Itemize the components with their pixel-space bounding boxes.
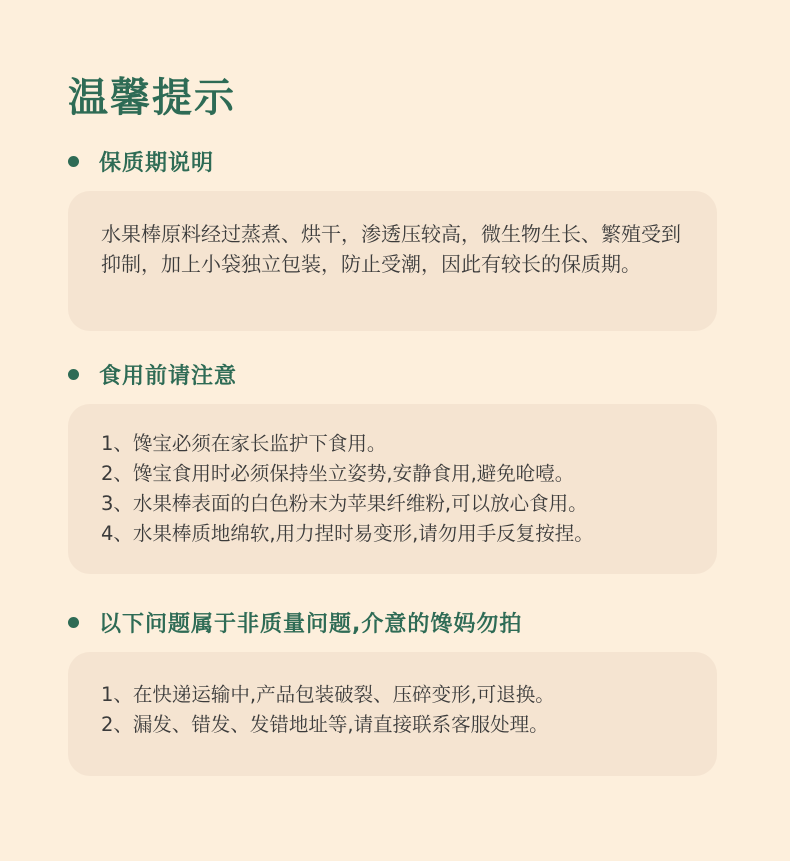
shelf-life-card [68,191,717,331]
bullet-dot-icon [68,369,79,380]
list-item: 3、水果棒表面的白色粉末为苹果纤维粉,可以放心食用。 [101,492,588,515]
section-heading-non-quality [68,606,522,638]
precautions-list [101,429,697,549]
precautions-card [68,404,717,574]
list-item: 4、水果棒质地绵软,用力捏时易变形,请勿用手反复按捏。 [101,522,594,545]
section-heading-text: 保质期说明 [99,150,215,176]
shelf-life-paragraph: 水果棒原料经过蒸煮、烘干，渗透压较高，微生物生长、繁殖受到抑制，加上小袋独立包装，防止受潮，因此有较长的保质期。 [101,222,681,276]
list-item: 1、馋宝必须在家长监护下食用。 [101,432,387,455]
list-item: 2、漏发、错发、发错地址等,请直接联系客服处理。 [101,713,549,736]
section-heading-shelf-life [68,145,214,177]
non-quality-card [68,652,717,776]
page-title: 温馨提示 [68,75,236,121]
list-item: 1、在快递运输中,产品包装破裂、压碎变形,可退换。 [101,683,555,706]
bullet-dot-icon [68,156,79,167]
list-item: 2、馋宝食用时必须保持坐立姿势,安静食用,避免呛噎。 [101,462,575,485]
section-heading-text: 食用前请注意 [99,363,238,389]
non-quality-list [101,680,697,740]
section-heading-precautions [68,358,237,390]
section-heading-text: 以下问题属于非质量问题,介意的馋妈勿拍 [99,611,523,637]
bullet-dot-icon [68,617,79,628]
